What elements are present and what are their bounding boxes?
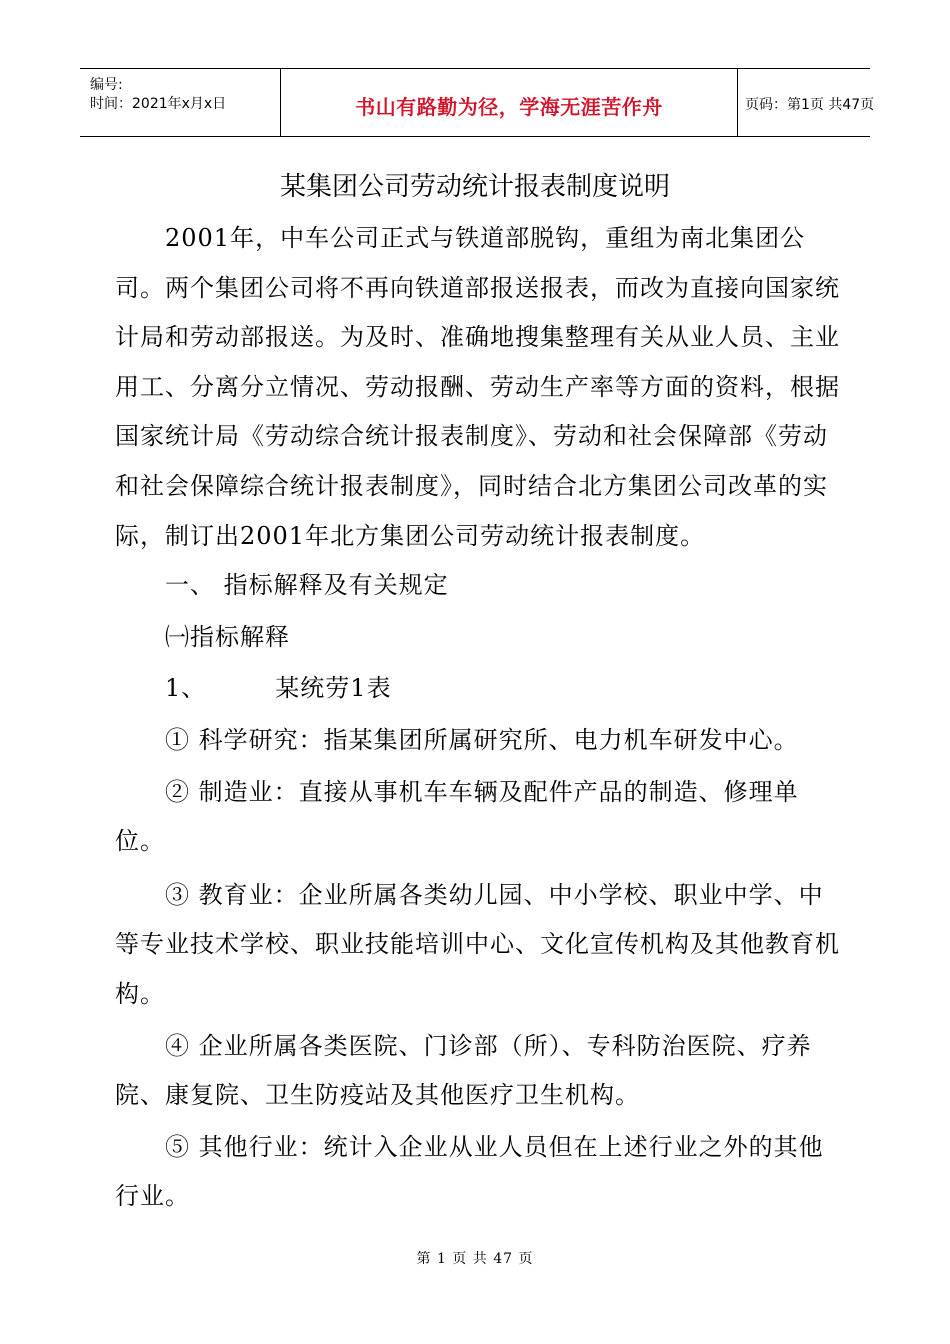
header-motto: 书山有路勤为径，学海无涯苦作舟 bbox=[355, 95, 663, 119]
page-footer: 第 1 页 共 47 页 bbox=[416, 1251, 534, 1267]
section-heading: 一、 指标解释及有关规定 bbox=[165, 571, 449, 600]
list-item: ① 科学研究：指某集团所属研究所、电力机车研发中心。 bbox=[165, 725, 799, 754]
intro-paragraph: 2001年，中车公司正式与铁道部脱钩，重组为南北集团公司。两个集团公司将不再向铁道部报送报表，而改为直接向国家统计局和劳动部报送。为及时、准确地搜集整理有关从业人员、主业用工、分离分立情况、劳动报酬、劳动生产率等方面的资料，根据国家统计局《劳动综合统计报表制度》、劳动和社会保障部《劳动和社会保障综合统计报表制度》，同时结合北方集团公司改革的实际，制订出2001年北方集团公司劳动统计报表制度。 bbox=[115, 224, 840, 550]
header-page-cell bbox=[737, 69, 875, 136]
header-motto-cell bbox=[280, 69, 738, 136]
table-heading: 1、 某统劳1表 bbox=[165, 674, 392, 703]
document-title: 某集团公司劳动统计报表制度说明 bbox=[279, 172, 670, 202]
page-header bbox=[80, 68, 875, 137]
header-info-cell bbox=[80, 69, 280, 136]
list-item: ② 制造业：直接从事机车车辆及配件产品的制造、修理单位。 bbox=[115, 777, 799, 856]
document-time-label: 时间：2021年x月x日 bbox=[90, 96, 227, 112]
list-item: ③ 教育业：企业所属各类幼儿园、中小学校、职业中学、中等专业技术学校、职业技能培训中心、文化宣传机构及其他教育机构。 bbox=[115, 880, 840, 1008]
list-item: ⑤ 其他行业：统计入企业从业人员但在上述行业之外的其他行业。 bbox=[115, 1132, 824, 1211]
document-number-label: 编号: bbox=[90, 77, 123, 93]
header-page-number: 页码：第1页 共47页 bbox=[745, 97, 875, 113]
list-item: ④ 企业所属各类医院、门诊部（所）、专科防治医院、疗养院、康复院、卫生防疫站及其他医疗卫生机构。 bbox=[115, 1031, 812, 1110]
document-body bbox=[115, 214, 840, 1222]
subsection-heading: ㈠指标解释 bbox=[165, 622, 290, 651]
